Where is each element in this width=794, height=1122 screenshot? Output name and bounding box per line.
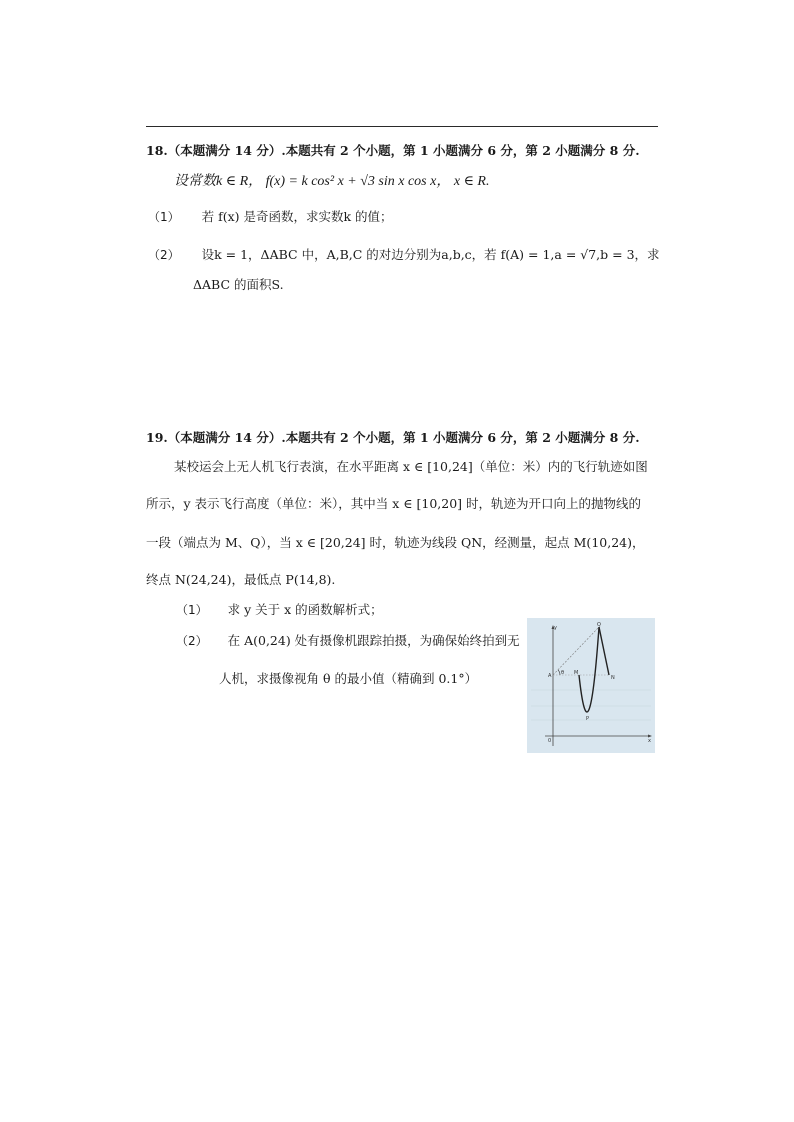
q18-part2-line1: 设k = 1，ΔABC 中，A,B,C 的对边分别为a,b,c，若 f(A) = 1,a = √7,b = 3，求 <box>201 247 660 262</box>
parabola-curve <box>579 627 599 712</box>
flight-trajectory-figure <box>527 618 655 753</box>
q19-paragraph-line1: 某校运会上无人机飞行表演，在水平距离 x ∈ [10,24]（单位：米）内的飞行轨迹如图 <box>174 459 648 474</box>
point-M-label: M <box>574 670 579 676</box>
point-P-label: P <box>586 716 590 722</box>
q19-part1 <box>176 601 383 619</box>
x-axis-label: x <box>648 738 651 744</box>
q18-part1-text: 若 f(x) 是奇函数，求实数k 的值； <box>201 209 393 224</box>
theta-label: θ <box>561 670 565 676</box>
q19-paragraph-line3: 一段（端点为 M、Q），当 x ∈ [20,24] 时，轨迹为线段 QN，经测量，起点 M(10,24)， <box>146 535 645 550</box>
q19-paragraph-line2: 所示，y 表示飞行高度（单位：米），其中当 x ∈ [10,20] 时，轨迹为开口向上的抛物线的 <box>146 496 642 511</box>
point-Q-label: Q <box>597 622 601 628</box>
q19-part2-line1: 在 A(0,24) 处有摄像机跟踪拍摄，为确保始终拍到无 <box>227 633 520 648</box>
q18-part1-number: （1） <box>148 210 180 224</box>
q18-intro-text: 设常数k ∈ R， f(x) = k cos² x + √3 sin x cos x， x ∈ R. <box>174 174 490 189</box>
q19-paragraph-line4: 终点 N(24,24)，最低点 P(14,8). <box>146 572 336 587</box>
q19-part1-number: （1） <box>176 603 208 617</box>
q19-part2-line2: 人机，求摄像视角 θ 的最小值（精确到 0.1°） <box>219 671 478 686</box>
q19-part1-text: 求 y 关于 x 的函数解析式； <box>227 602 383 617</box>
segment-QN <box>599 627 609 675</box>
q18-part2-number: （2） <box>148 248 180 262</box>
theta-arc <box>558 670 560 675</box>
q18-part2-line2: ΔABC 的面积S. <box>193 277 284 292</box>
trajectory-graph <box>527 618 655 753</box>
q19-header: 19.（本题满分 14 分）.本题共有 2 个小题，第 1 小题满分 6 分，第 2 小题满分 8 分. <box>146 430 640 445</box>
point-A-label: A <box>548 673 552 679</box>
q18-header: 18.（本题满分 14 分）.本题共有 2 个小题，第 1 小题满分 6 分，第 2 小题满分 8 分. <box>146 143 640 158</box>
y-axis-label: y <box>554 625 557 631</box>
q19-part2 <box>176 632 520 650</box>
q18-part2 <box>148 246 660 264</box>
q19-part2-number: （2） <box>176 634 208 648</box>
point-N-label: N <box>611 675 615 681</box>
sightline-AQ <box>553 627 599 675</box>
origin-label: 0 <box>548 738 552 744</box>
q18-intro <box>174 172 489 191</box>
top-divider <box>146 126 658 127</box>
q18-part1 <box>148 208 393 226</box>
